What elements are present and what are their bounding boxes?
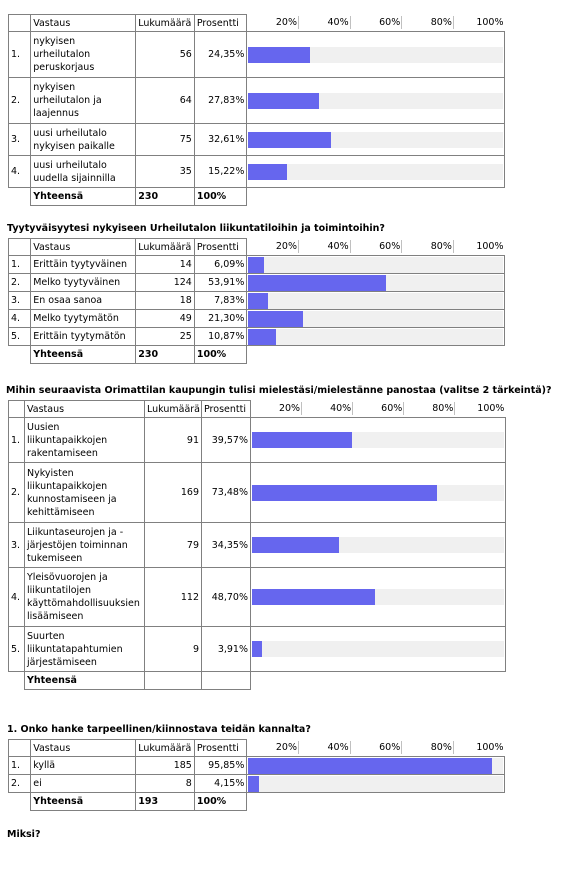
bar (248, 47, 310, 63)
q2-title: Tyytyväisyytesi nykyiseen Urheilutalon liikuntatiloihin ja toimintoihin? (7, 223, 385, 234)
bar (252, 589, 375, 605)
table-row: 3. Liikuntaseurojen ja -järjestöjen toiminnan tukemiseen 79 34,35% (9, 523, 506, 568)
table-row: 1. Erittäin tyytyväinen 14 6,09% (9, 256, 505, 274)
header-percent: Prosentti (194, 15, 247, 32)
q2-table: Vastaus Lukumäärä Prosentti 20% 40% 60% 80% 100% 1. Erittäin tyytyväinen 14 6,09% 2. Melko tyytyväinen 124 53,91% 3. En osaa sanoa 18 7,83% 4. Melko tyytymätön 49 21,30% 5. Erittäin tyytymätön 25 10,87% Yhteensä 230 100% (8, 238, 505, 364)
bar (248, 758, 492, 774)
header-ticks: 20% 40% 60% 80% 100% (275, 17, 504, 29)
total-row: Yhteensä 193 100% (9, 793, 505, 811)
table-row: 1. kyllä 185 95,85% (9, 757, 505, 775)
q4-title: 1. Onko hanke tarpeellinen/kiinnostava teidän kannalta? (7, 724, 311, 735)
bar (252, 432, 352, 448)
total-row: Yhteensä (9, 672, 506, 690)
q5-title: Miksi? (7, 829, 41, 840)
bar (252, 485, 437, 501)
bar (252, 537, 339, 553)
bar (252, 641, 262, 657)
q3-title: Mihin seuraavista Orimattilan kaupungin tulisi mielestäsi/mielestänne panostaa (valitse 2 tärkeintä)? (6, 385, 552, 396)
table-row: 3. uusi urheilutalo nykyisen paikalle 75 32,61% (9, 124, 505, 156)
table-row: 2. nykyisen urheilutalon ja laajennus 64 27,83% (9, 78, 505, 124)
table-row: 4. uusi urheilutalo uudella sijainnilla 35 15,22% (9, 156, 505, 188)
table-row: 5. Erittäin tyytymätön 25 10,87% (9, 328, 505, 346)
header-count: Lukumäärä (136, 15, 195, 32)
bar (248, 293, 268, 309)
table-row: 1. nykyisen urheilutalon peruskorjaus 56 24,35% (9, 32, 505, 78)
table-row: 4. Melko tyytymätön 49 21,30% (9, 310, 505, 328)
table-row: 2. ei 8 4,15% (9, 775, 505, 793)
bar (248, 329, 276, 345)
table-row: 2. Nykyisten liikuntapaikkojen kunnostamiseen ja kehittämiseen 169 73,48% (9, 463, 506, 523)
bar (248, 132, 331, 148)
table-row: 5. Suurten liikuntatapahtumien järjestämiseen 9 3,91% (9, 627, 506, 672)
bar (248, 164, 287, 180)
q1-table (8, 14, 505, 206)
total-row: Yhteensä 230 100% (9, 346, 505, 364)
q3-table: Vastaus Lukumäärä Prosentti 20% 40% 60% 80% 100% 1. Uusien liikuntapaikkojen rakentamiseen 91 39,57% 2. Nykyisten liikuntapaikkojen kunnostamiseen ja kehittämiseen 169 73,48% 3. Liikuntaseurojen ja -järjestöjen toiminnan tukemiseen 79 34,35% 4. Yleisövuorojen ja liikuntatilojen käyttömahdollisuuksien lisäämiseen 112 48,70% 5. Suurten liikuntatapahtumien järjestämiseen 9 3,91% Yhteensä (8, 400, 506, 690)
table-row: 4. Yleisövuorojen ja liikuntatilojen käyttömahdollisuuksien lisäämiseen 112 48,70% (9, 568, 506, 627)
bar (248, 93, 319, 109)
bar (248, 275, 385, 291)
table-row: 1. Uusien liikuntapaikkojen rakentamiseen 91 39,57% (9, 418, 506, 463)
header-answer: Vastaus (31, 15, 136, 32)
bar (248, 257, 264, 273)
bar (248, 776, 259, 792)
table-row: 2. Melko tyytyväinen 124 53,91% (9, 274, 505, 292)
table-row: 3. En osaa sanoa 18 7,83% (9, 292, 505, 310)
q4-table: Vastaus Lukumäärä Prosentti 20% 40% 60% 80% 100% 1. kyllä 185 95,85% 2. ei 8 4,15% Yhteensä 193 100% (8, 739, 505, 811)
total-row: Yhteensä 230 100% (9, 188, 505, 206)
bar (248, 311, 302, 327)
